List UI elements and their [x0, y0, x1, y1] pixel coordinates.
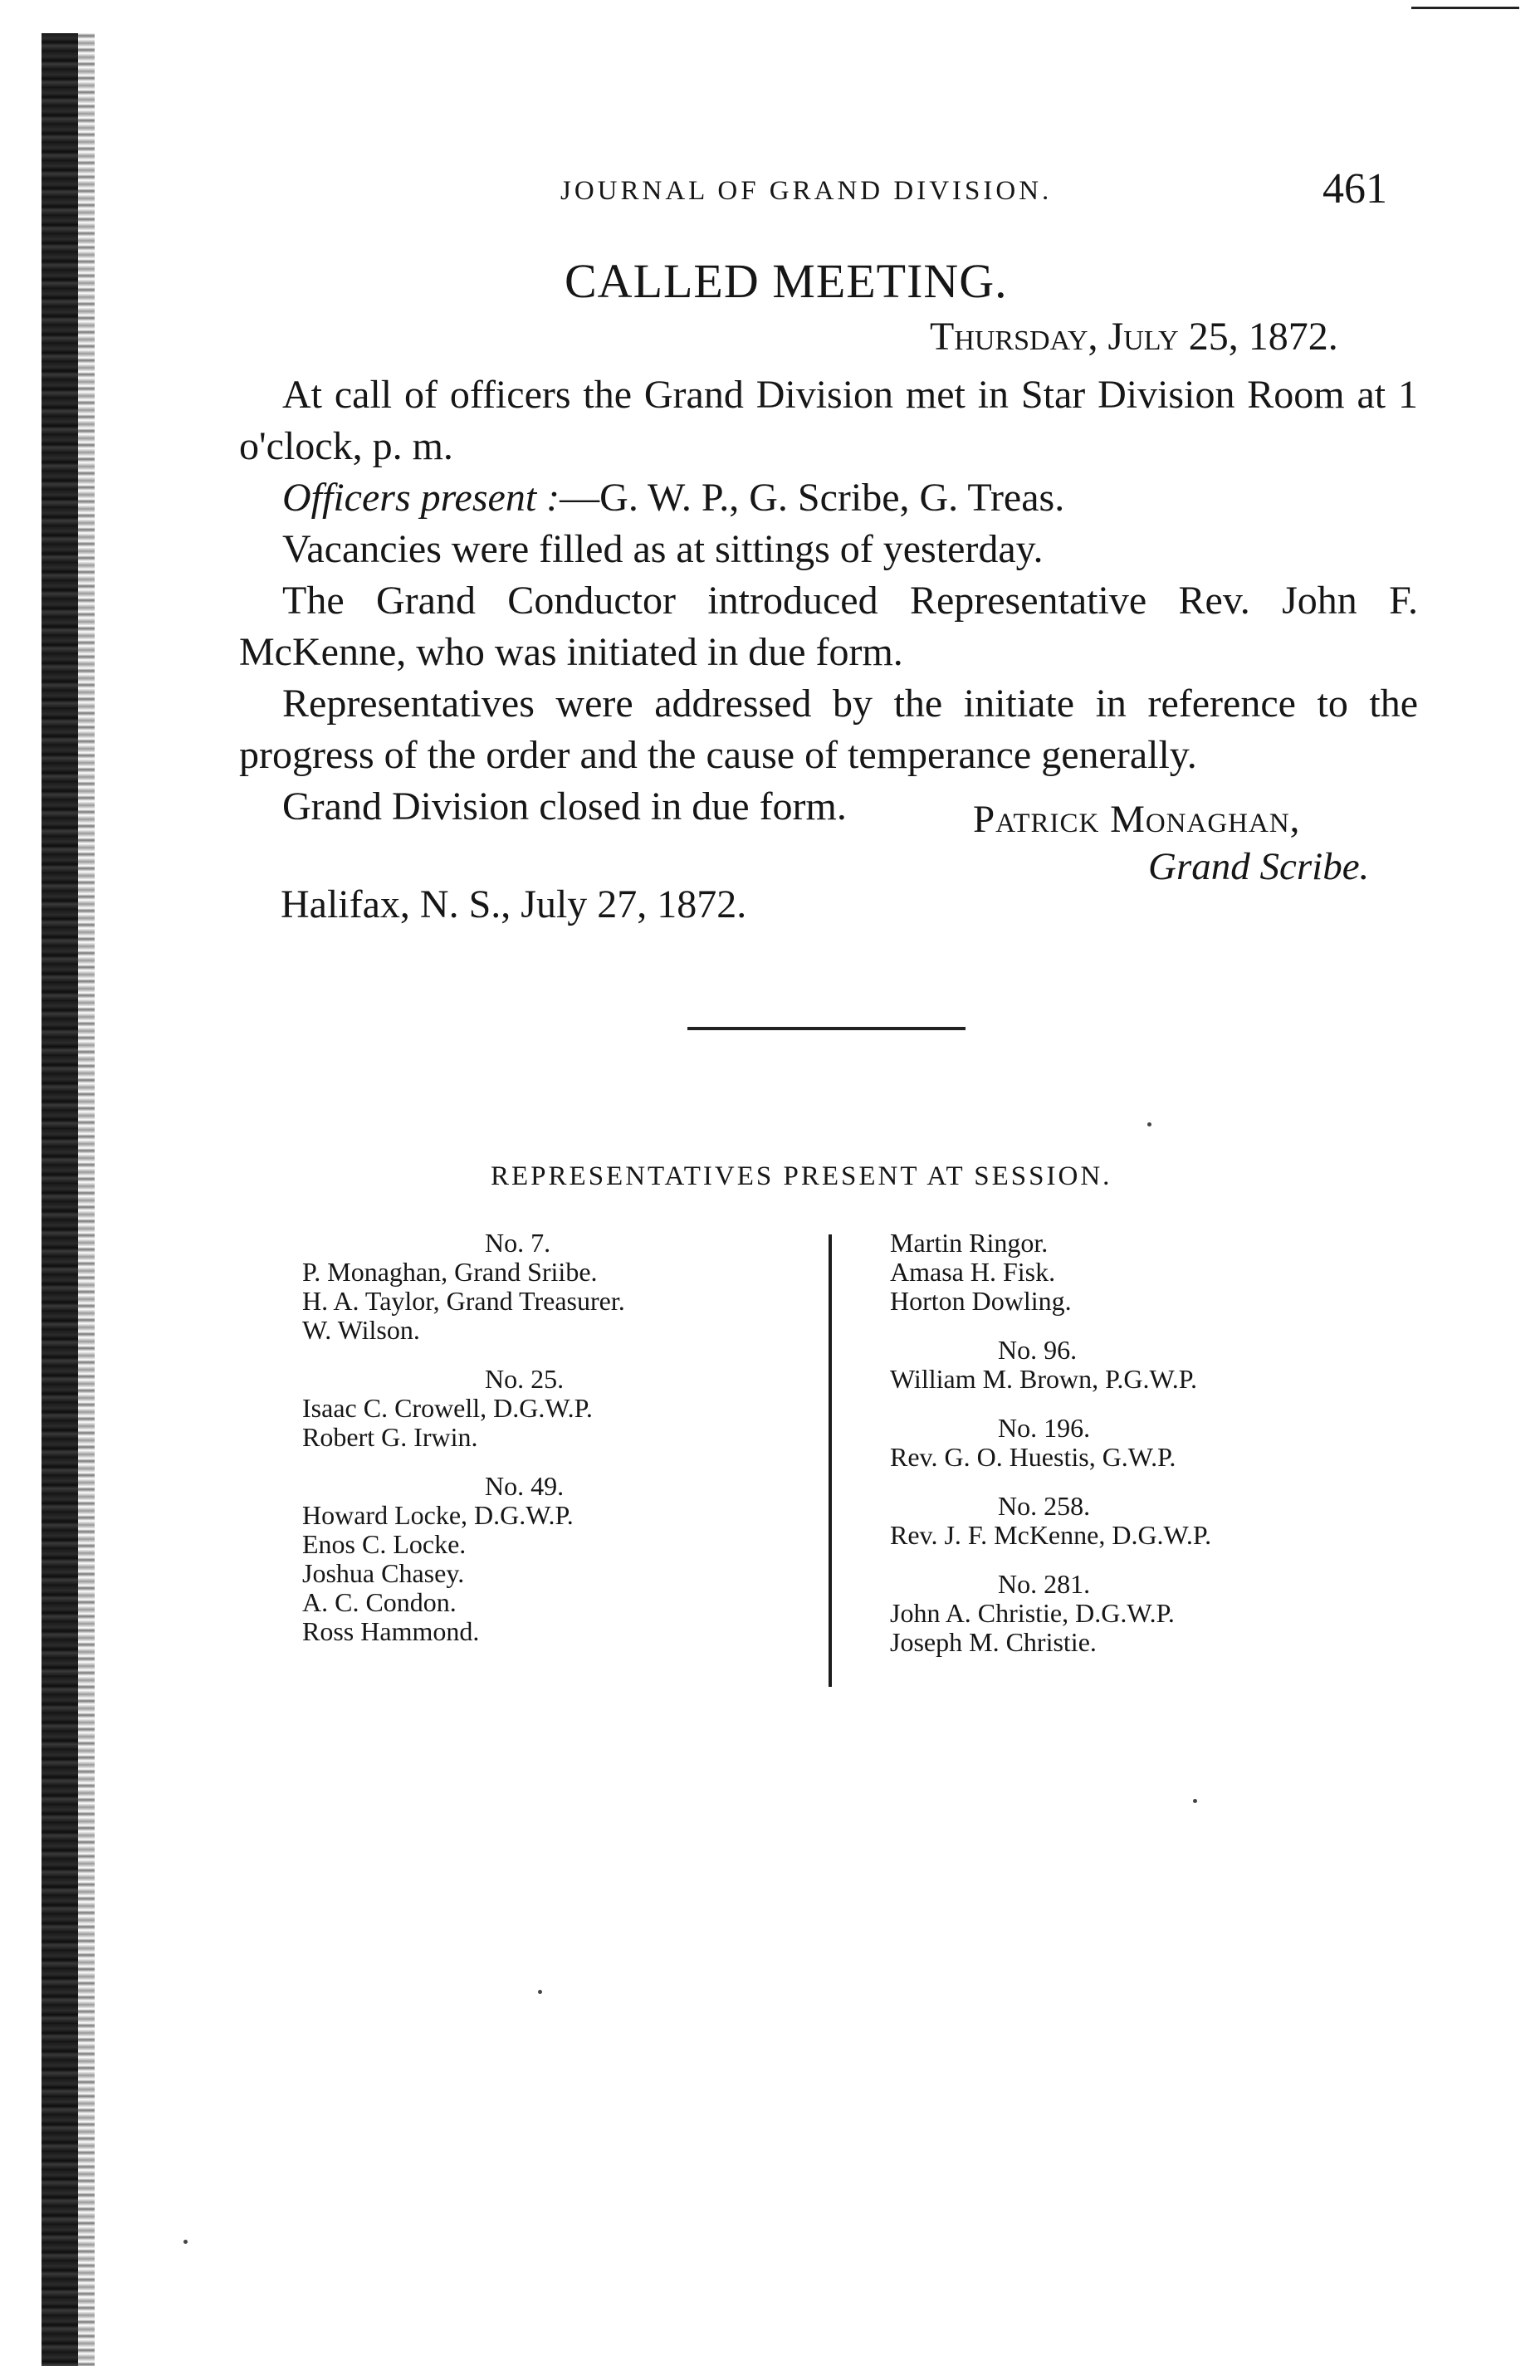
representatives-left-column [302, 1229, 692, 1666]
signer-title: Grand Scribe. [1148, 845, 1370, 888]
representative-name: Enos C. Locke. [302, 1529, 467, 1559]
paper-speck [538, 1990, 542, 1994]
representative-name: Joseph M. Christie. [890, 1627, 1097, 1657]
division-number: No. 49. [485, 1471, 565, 1501]
officers-present-line [239, 472, 1418, 524]
meeting-dateline: Thursday, July 25, 1872. [930, 315, 1338, 359]
minutes-paragraph: At call of officers the Grand Division met in Star Division Room at 1 o'clock, p. m. [239, 373, 1418, 468]
representative-name: Martin Ringor. [890, 1228, 1049, 1258]
division-group [302, 1472, 692, 1646]
division-group [302, 1365, 692, 1452]
meeting-heading: CALLED MEETING. [565, 254, 1008, 308]
signer-name: Patrick Monaghan, [973, 798, 1301, 841]
running-head: JOURNAL OF GRAND DIVISION. [560, 176, 1053, 206]
division-number: No. 258. [998, 1491, 1091, 1521]
division-group [302, 1229, 692, 1345]
representative-name: Horton Dowling. [890, 1286, 1072, 1316]
corner-rule [1411, 7, 1519, 9]
meeting-minutes [239, 369, 1418, 833]
representative-name: P. Monaghan, Grand Sriibe. [302, 1257, 598, 1287]
representative-name: William M. Brown, P.G.W.P. [890, 1364, 1198, 1394]
division-number: No. 96. [998, 1335, 1078, 1365]
representative-name: Ross Hammond. [302, 1616, 480, 1646]
division-number: No. 25. [485, 1364, 565, 1394]
section-rule [687, 1027, 966, 1030]
division-group [890, 1336, 1280, 1394]
paper-speck [183, 2240, 188, 2244]
representative-name: Rev. G. O. Huestis, G.W.P. [890, 1442, 1176, 1472]
representative-name: Joshua Chasey. [302, 1558, 465, 1588]
representative-name: Rev. J. F. McKenne, D.G.W.P. [890, 1520, 1212, 1550]
division-group [890, 1229, 1280, 1316]
paper-speck [1147, 1122, 1151, 1126]
division-number: No. 196. [998, 1413, 1091, 1443]
representative-name: A. C. Condon. [302, 1587, 457, 1617]
representatives-heading: REPRESENTATIVES PRESENT AT SESSION. [491, 1161, 1112, 1191]
paper-speck [1193, 1799, 1197, 1803]
division-group [890, 1570, 1280, 1657]
representative-name: W. Wilson. [302, 1315, 420, 1345]
minutes-paragraph: Grand Division closed in due form. [282, 784, 847, 828]
representative-name: H. A. Taylor, Grand Treasurer. [302, 1286, 625, 1316]
column-divider [829, 1234, 832, 1687]
division-number: No. 281. [998, 1569, 1091, 1599]
representative-name: John A. Christie, D.G.W.P. [890, 1598, 1175, 1628]
division-group [890, 1492, 1280, 1550]
representatives-right-column [890, 1229, 1280, 1677]
officers-present-label: Officers present : [282, 476, 560, 520]
minutes-paragraph: The Grand Conductor introduced Representative Rev. John F. McKenne, who was initiated in due form. [239, 579, 1418, 674]
officers-present-list: —G. W. P., G. Scribe, G. Treas. [560, 476, 1065, 520]
page-binding-edge [42, 33, 95, 2366]
representative-name: Amasa H. Fisk. [890, 1257, 1056, 1287]
representative-name: Robert G. Irwin. [302, 1422, 478, 1452]
representative-name: Howard Locke, D.G.W.P. [302, 1500, 574, 1530]
representative-name: Isaac C. Crowell, D.G.W.P. [302, 1393, 593, 1423]
page-number: 461 [1322, 165, 1387, 213]
minutes-paragraph: Representatives were addressed by the initiate in reference to the progress of the order and the cause of temperance generally. [239, 682, 1418, 777]
place-and-date: Halifax, N. S., July 27, 1872. [281, 882, 747, 926]
division-group [890, 1414, 1280, 1472]
division-number: No. 7. [485, 1228, 551, 1258]
minutes-paragraph: Vacancies were filled as at sittings of yesterday. [282, 527, 1044, 571]
